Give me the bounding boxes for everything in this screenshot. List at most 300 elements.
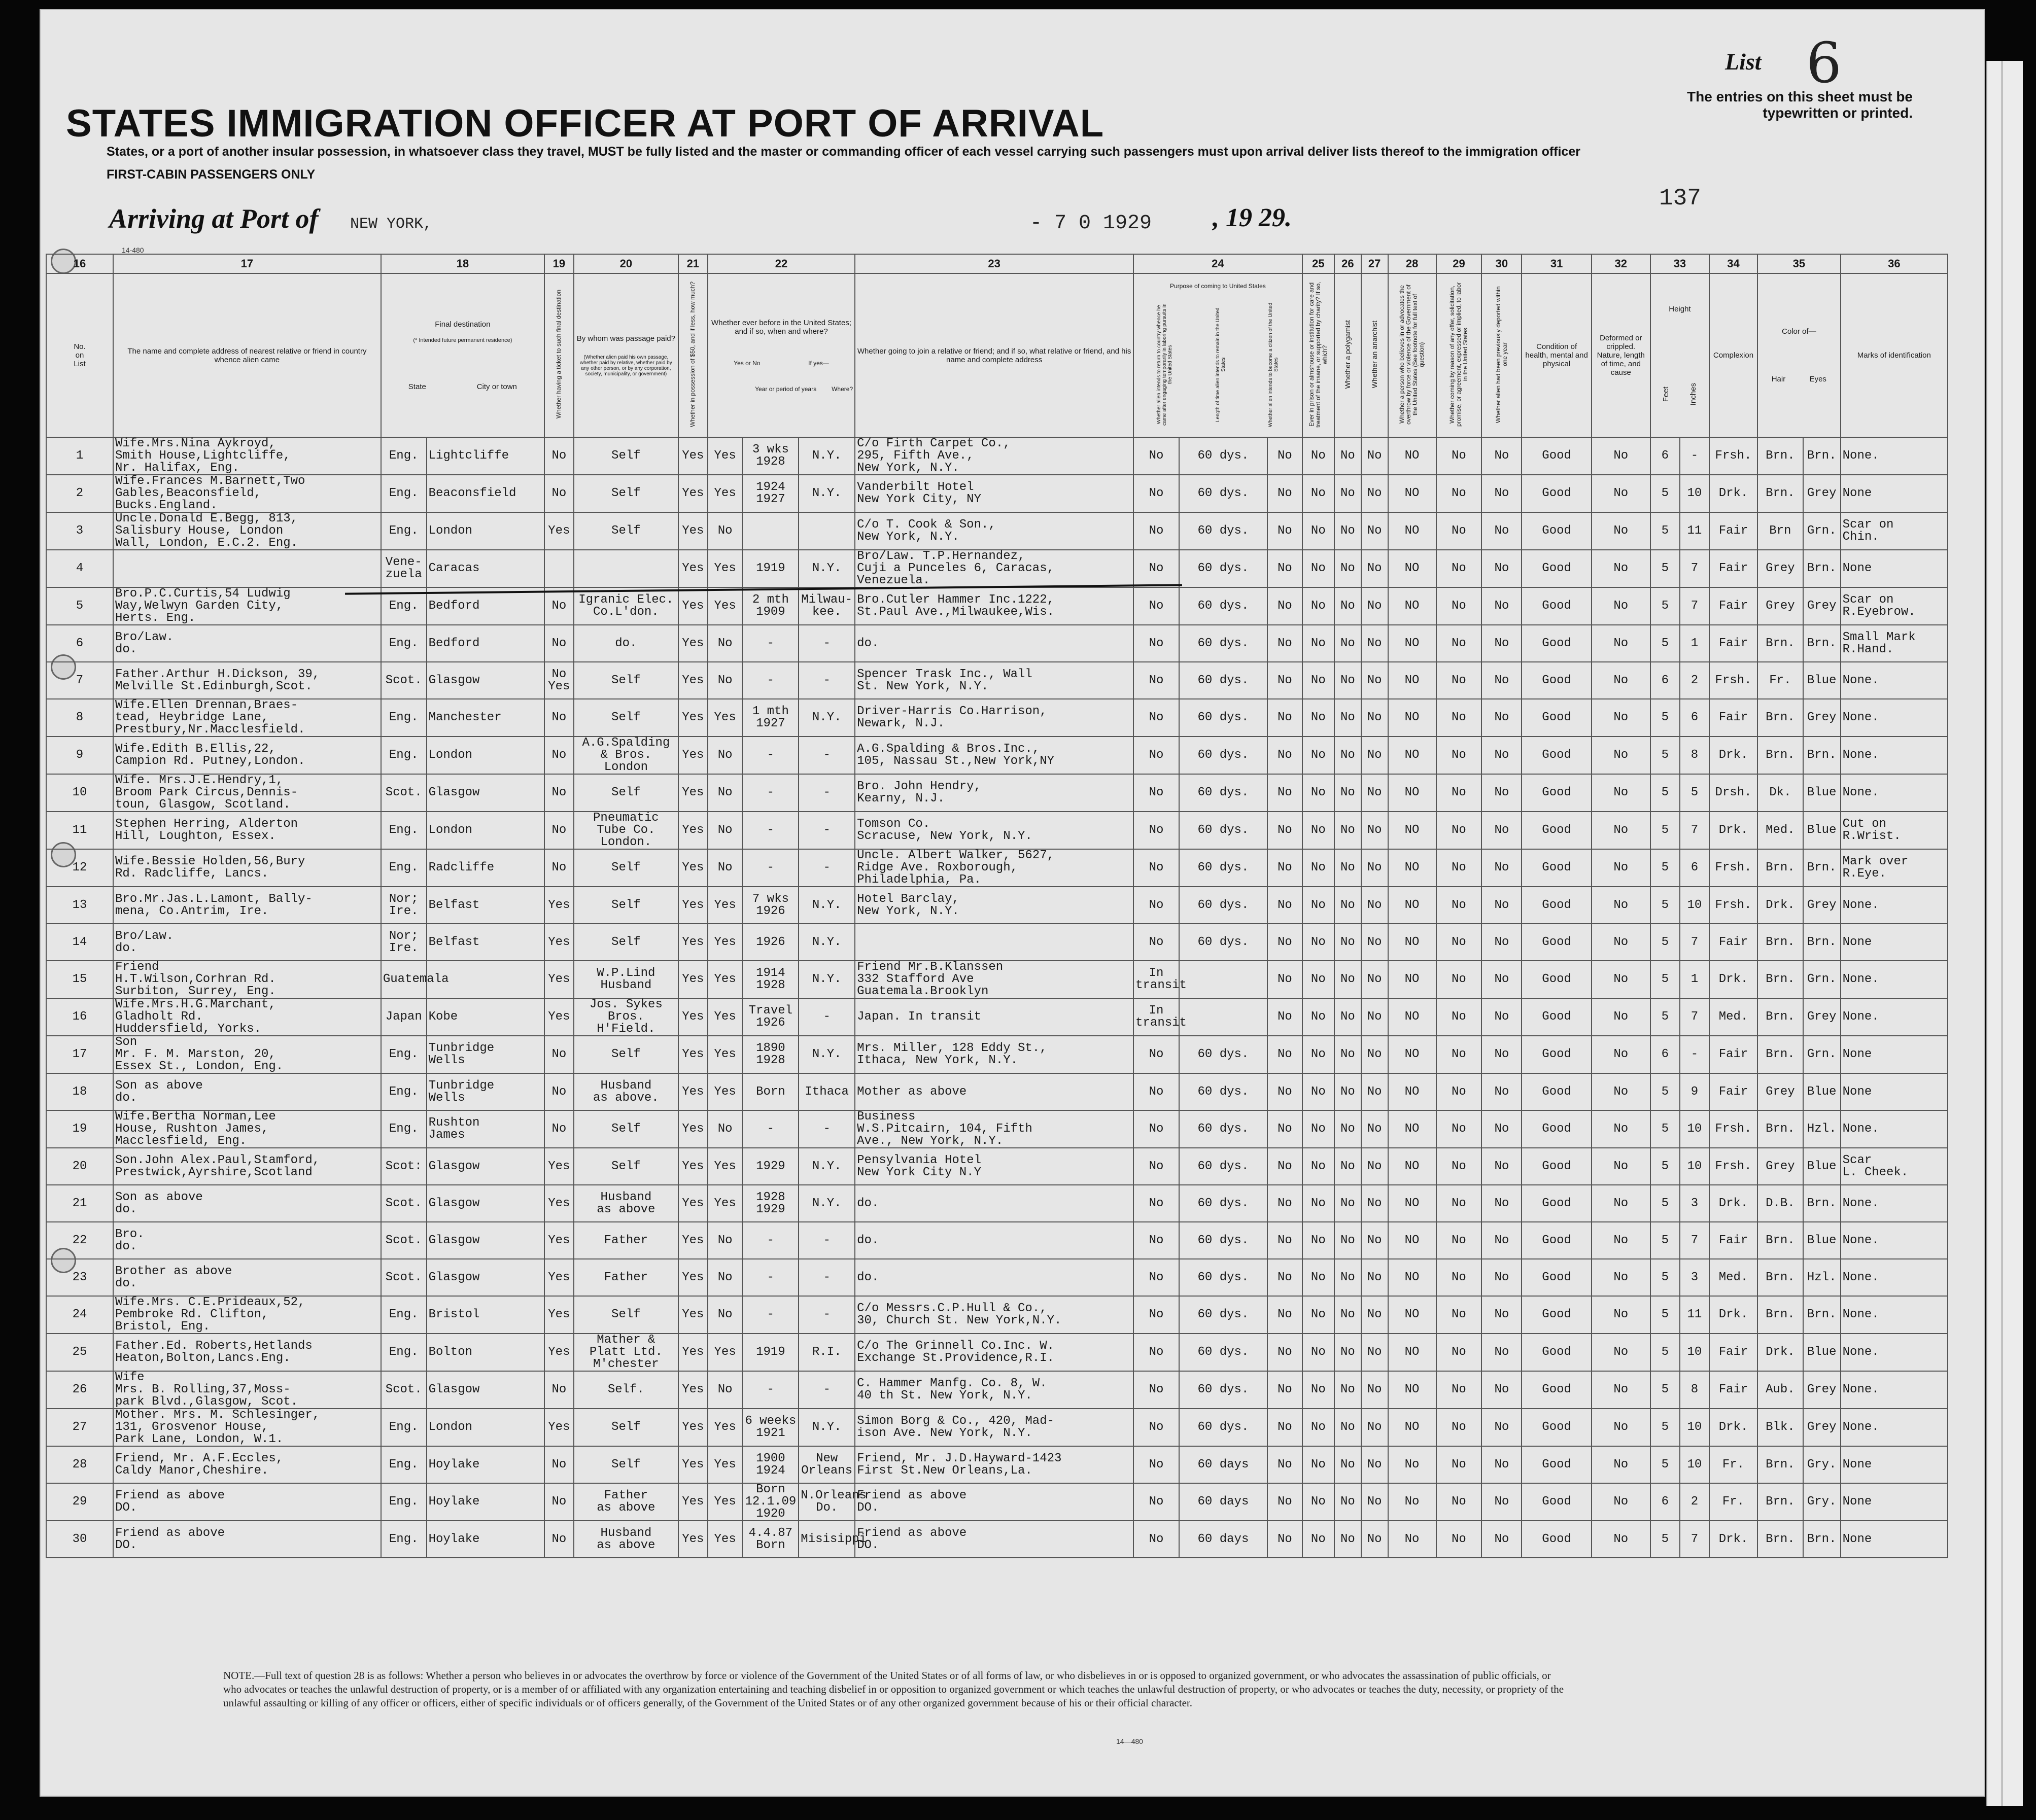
cell-deported: No: [1481, 998, 1522, 1036]
cell-before-us: Yes: [708, 475, 743, 512]
cell-state: Scot.: [381, 662, 427, 699]
cell-nearest-relative: Bro/Law. do.: [113, 924, 381, 961]
header-labor-text: Whether coming by reason of any offer, solicitation, promise, or agreement, expressed or implied, to labor in the United States: [1448, 282, 1469, 427]
cell-polygamist: No: [1334, 812, 1361, 849]
cell-inches: 10: [1680, 887, 1709, 924]
cell-fifty-dollars: Yes: [678, 737, 708, 774]
cell-city: Radcliffe: [427, 849, 544, 887]
cell-citizen-intent: No: [1267, 924, 1302, 961]
cell-feet: 5: [1650, 512, 1680, 550]
cell-citizen-intent: No: [1267, 1483, 1302, 1521]
cell-feet: 5: [1650, 812, 1680, 849]
cell-citizen-intent: No: [1267, 625, 1302, 662]
cell-where: N.Y.: [799, 437, 855, 475]
cell-prison: No: [1302, 887, 1334, 924]
cell-polygamist: No: [1334, 1409, 1361, 1446]
cell-prison: No: [1302, 550, 1334, 587]
table-row: [46, 1148, 1948, 1185]
cell-eyes: Grey: [1803, 475, 1841, 512]
cell-inches: 2: [1680, 1483, 1709, 1521]
cell-nearest-relative: Wife.Bessie Holden,56,Bury Rd. Radcliffe, Lancs.: [113, 849, 381, 887]
header-deported-text: Whether alien had been previously deported within one year: [1494, 286, 1508, 423]
cell-marks: None: [1841, 550, 1948, 587]
cell-overthrow: NO: [1388, 512, 1436, 550]
cell-years: -: [742, 774, 799, 812]
cell-passage-paid: Father: [574, 1222, 678, 1259]
cell-years: Born 12.1.09 1920: [742, 1483, 799, 1521]
cell-prison: No: [1302, 924, 1334, 961]
cell-years: 7 wks 1926: [742, 887, 799, 924]
cell-feet: 5: [1650, 1222, 1680, 1259]
cell-nearest-relative: Friend H.T.Wilson,Corhran Rd. Surbiton, Surrey, Eng.: [113, 961, 381, 998]
cell-fifty-dollars: Yes: [678, 1521, 708, 1558]
cell-polygamist: No: [1334, 1334, 1361, 1371]
table-row: [46, 1521, 1948, 1558]
cell-health: Good: [1522, 1296, 1591, 1334]
table-row: [46, 1446, 1948, 1483]
cell-health: Good: [1522, 1185, 1591, 1222]
footnote: NOTE.—Full text of question 28 is as follows: Whether a person who believes in or advocates the overthrow by force or violence of the Government of the United States or of all forms of law, or who disbelieves in or is opposed to organized government, or who advocates the assassination of public officials, or who advocates or teaches the unlawful destruction of property, or is a member of or affiliated with any organization entertaining and teaching disbelief in or opposition to organized government or which teaches the unlawful destruction of property, or who advocates or teaches the duty, necessity, or propriety of the unlawful assaulting or killing of any officer or officers, either of specific individuals or of officers generally, of the Government of the United States or of any other organized government because of his or their official character.: [223, 1669, 1564, 1709]
cell-state: Eng.: [381, 1409, 427, 1446]
cell-hair: Brn.: [1757, 1222, 1803, 1259]
cell-feet: 5: [1650, 1110, 1680, 1148]
instruction-line: States, or a port of another insular possession, in whatsoever class they travel, MUST be fully listed and the master or commanding officer of each vessel carrying such passengers must upon arrival deliver lists thereof to the immigration officer: [107, 145, 1580, 159]
cell-overthrow: NO: [1388, 774, 1436, 812]
cell-anarchist: No: [1361, 1371, 1388, 1409]
cell-years: -: [742, 1259, 799, 1296]
cell-deformed: No: [1592, 812, 1650, 849]
cell-citizen-intent: No: [1267, 1446, 1302, 1483]
cell-return-intent: No: [1133, 662, 1179, 699]
cell-feet: 6: [1650, 1483, 1680, 1521]
cell-joining: Bro/Law. T.P.Hernandez, Cuji a Punceles 6, Caracas, Venezuela.: [855, 550, 1133, 587]
cell-citizen-intent: No: [1267, 512, 1302, 550]
cell-complexion: Frsh.: [1709, 849, 1757, 887]
header-anarchist: [1361, 273, 1388, 437]
arrival-date: - 7 0 1929: [1030, 212, 1152, 235]
header-city: City or town: [476, 382, 517, 391]
cell-where: New Orleans: [799, 1446, 855, 1483]
cell-city: Caracas: [427, 550, 544, 587]
cell-marks: None.: [1841, 1222, 1948, 1259]
cell-before-us: No: [708, 737, 743, 774]
cell-labor-offer: No: [1436, 587, 1482, 625]
cell-labor-offer: No: [1436, 812, 1482, 849]
cell-labor-offer: No: [1436, 1110, 1482, 1148]
cell-inches: 10: [1680, 1334, 1709, 1371]
cell-where: R.I.: [799, 1334, 855, 1371]
cell-inches: 2: [1680, 662, 1709, 699]
cell-years: -: [742, 1110, 799, 1148]
cell-passage-paid: Self: [574, 662, 678, 699]
table-row: [46, 475, 1948, 512]
cell-nearest-relative: Mother. Mrs. M. Schlesinger, 131, Grosvenor House, Park Lane, London, W.1.: [113, 1409, 381, 1446]
cell-inches: 10: [1680, 1110, 1709, 1148]
cell-anarchist: No: [1361, 512, 1388, 550]
cell-feet: 5: [1650, 1185, 1680, 1222]
cell-length-stay: 60 days: [1179, 1483, 1267, 1521]
cell-overthrow: No: [1388, 1483, 1436, 1521]
cell-city: Bolton: [427, 1334, 544, 1371]
cell-deported: No: [1481, 1446, 1522, 1483]
cell-polygamist: No: [1334, 849, 1361, 887]
table-row: [46, 737, 1948, 774]
cell-joining: Friend as above DO.: [855, 1521, 1133, 1558]
cell-labor-offer: No: [1436, 1521, 1482, 1558]
cell-joining: do.: [855, 1185, 1133, 1222]
cell-deported: No: [1481, 437, 1522, 475]
cell-fifty-dollars: Yes: [678, 1185, 708, 1222]
cell-polygamist: No: [1334, 1483, 1361, 1521]
cell-length-stay: 60 dys.: [1179, 1036, 1267, 1073]
cell-labor-offer: No: [1436, 437, 1482, 475]
cell-fifty-dollars: Yes: [678, 699, 708, 737]
cell-years: -: [742, 849, 799, 887]
cell-overthrow: NO: [1388, 1222, 1436, 1259]
cell-marks: None.: [1841, 737, 1948, 774]
cell-overthrow: NO: [1388, 1259, 1436, 1296]
cell-ticket: Yes: [544, 512, 574, 550]
cell-feet: 5: [1650, 1259, 1680, 1296]
cell-where: -: [799, 662, 855, 699]
cell-eyes: Blue: [1803, 1148, 1841, 1185]
cell-years: 1919: [742, 550, 799, 587]
cell-city: Lightcliffe: [427, 437, 544, 475]
cell-deformed: No: [1592, 1296, 1650, 1334]
cell-overthrow: NO: [1388, 1110, 1436, 1148]
cell-citizen-intent: No: [1267, 774, 1302, 812]
cell-length-stay: 60 dys.: [1179, 625, 1267, 662]
col-number: 20: [574, 254, 678, 273]
cell-overthrow: NO: [1388, 550, 1436, 587]
cell-row-number: 5: [46, 587, 113, 625]
cell-row-number: 19: [46, 1110, 113, 1148]
cell-passage-paid: Self: [574, 924, 678, 961]
cell-fifty-dollars: Yes: [678, 998, 708, 1036]
cell-length-stay: 60 dys.: [1179, 587, 1267, 625]
cell-length-stay: 60 dys.: [1179, 1409, 1267, 1446]
cell-prison: No: [1302, 587, 1334, 625]
cell-return-intent: No: [1133, 737, 1179, 774]
cell-anarchist: No: [1361, 1148, 1388, 1185]
cell-inches: 3: [1680, 1185, 1709, 1222]
cell-hair: Brn.: [1757, 475, 1803, 512]
cell-years: [742, 512, 799, 550]
cell-where: N.Y.: [799, 887, 855, 924]
cell-length-stay: 60 dys.: [1179, 512, 1267, 550]
header-fifty-text: Whether in possession of $50, and if less, how much?: [689, 282, 697, 427]
cell-return-intent: No: [1133, 1483, 1179, 1521]
cell-polygamist: No: [1334, 887, 1361, 924]
header-height: [1650, 273, 1709, 437]
cell-complexion: Frsh.: [1709, 662, 1757, 699]
cell-row-number: 13: [46, 887, 113, 924]
header-if-yes: If yes—: [808, 359, 829, 367]
cell-hair: Brn.: [1757, 998, 1803, 1036]
cell-passage-paid: Self: [574, 1409, 678, 1446]
cell-feet: 5: [1650, 849, 1680, 887]
cell-deported: No: [1481, 1296, 1522, 1334]
cell-citizen-intent: No: [1267, 699, 1302, 737]
cell-deformed: No: [1592, 1185, 1650, 1222]
cell-labor-offer: No: [1436, 1371, 1482, 1409]
cell-marks: None: [1841, 1483, 1948, 1521]
col-number: 18: [381, 254, 544, 273]
cell-polygamist: No: [1334, 1521, 1361, 1558]
cell-state: Eng.: [381, 1110, 427, 1148]
cell-prison: No: [1302, 812, 1334, 849]
cell-ticket: No: [544, 699, 574, 737]
cell-polygamist: No: [1334, 1222, 1361, 1259]
cell-joining: Driver-Harris Co.Harrison, Newark, N.J.: [855, 699, 1133, 737]
cell-before-us: No: [708, 1371, 743, 1409]
cell-prison: No: [1302, 1371, 1334, 1409]
cell-complexion: Drk.: [1709, 1185, 1757, 1222]
cell-deported: No: [1481, 1483, 1522, 1521]
cell-overthrow: NO: [1388, 961, 1436, 998]
cell-overthrow: NO: [1388, 625, 1436, 662]
cell-feet: 5: [1650, 1409, 1680, 1446]
cell-citizen-intent: No: [1267, 1073, 1302, 1110]
table-row: [46, 887, 1948, 924]
cell-deported: No: [1481, 1110, 1522, 1148]
cell-hair: Blk.: [1757, 1409, 1803, 1446]
cell-ticket: Yes: [544, 887, 574, 924]
cabin-class-line: FIRST-CABIN PASSENGERS ONLY: [107, 167, 316, 182]
manifest-rows: [46, 437, 1948, 1558]
cell-anarchist: No: [1361, 587, 1388, 625]
cell-where: -: [799, 1371, 855, 1409]
cell-complexion: Drk.: [1709, 475, 1757, 512]
cell-complexion: Fair: [1709, 1222, 1757, 1259]
cell-state: Eng.: [381, 1521, 427, 1558]
cell-eyes: Blue: [1803, 662, 1841, 699]
cell-inches: -: [1680, 437, 1709, 475]
cell-health: Good: [1522, 1409, 1591, 1446]
cell-fifty-dollars: Yes: [678, 437, 708, 475]
cell-city: Hoylake: [427, 1446, 544, 1483]
cell-inches: 10: [1680, 475, 1709, 512]
cell-where: -: [799, 1110, 855, 1148]
cell-ticket: Yes: [544, 1259, 574, 1296]
cell-where: [799, 512, 855, 550]
cell-complexion: Fair: [1709, 625, 1757, 662]
cell-city: Bedford: [427, 625, 544, 662]
cell-joining: Friend as above DO.: [855, 1483, 1133, 1521]
cell-length-stay: 60 dys.: [1179, 1371, 1267, 1409]
cell-prison: No: [1302, 699, 1334, 737]
cell-before-us: Yes: [708, 1521, 743, 1558]
page-title: STATES IMMIGRATION OFFICER AT PORT OF ARRIVAL: [66, 102, 1105, 145]
cell-prison: No: [1302, 1110, 1334, 1148]
cell-row-number: 1: [46, 437, 113, 475]
cell-fifty-dollars: Yes: [678, 1036, 708, 1073]
cell-complexion: Med.: [1709, 998, 1757, 1036]
cell-health: Good: [1522, 699, 1591, 737]
cell-overthrow: No: [1388, 1521, 1436, 1558]
header-purpose: [1133, 273, 1302, 437]
cell-marks: None.: [1841, 662, 1948, 699]
cell-complexion: Drk.: [1709, 1521, 1757, 1558]
cell-anarchist: No: [1361, 1296, 1388, 1334]
cell-feet: 5: [1650, 1334, 1680, 1371]
cell-state: Eng.: [381, 1334, 427, 1371]
cell-deformed: No: [1592, 1446, 1650, 1483]
cell-nearest-relative: Wife Mrs. B. Rolling,37,Moss- park Blvd.,Glasgow, Scot.: [113, 1371, 381, 1409]
cell-where: Milwau- kee.: [799, 587, 855, 625]
cell-anarchist: No: [1361, 887, 1388, 924]
header-length-stay: Length of time alien intends to remain in the United States: [1215, 307, 1226, 422]
cell-nearest-relative: Wife.Edith B.Ellis,22, Campion Rd. Putney,London.: [113, 737, 381, 774]
cell-ticket: No: [544, 475, 574, 512]
col-number: 29: [1436, 254, 1482, 273]
cell-citizen-intent: No: [1267, 998, 1302, 1036]
cell-passage-paid: [574, 550, 678, 587]
table-row: [46, 1185, 1948, 1222]
cell-feet: 6: [1650, 437, 1680, 475]
cell-citizen-intent: No: [1267, 662, 1302, 699]
header-before-us: [708, 273, 855, 437]
cell-labor-offer: No: [1436, 475, 1482, 512]
cell-complexion: Fair: [1709, 550, 1757, 587]
cell-eyes: Brn.: [1803, 625, 1841, 662]
cell-nearest-relative: Bro. do.: [113, 1222, 381, 1259]
cell-before-us: No: [708, 812, 743, 849]
cell-complexion: Drk.: [1709, 961, 1757, 998]
cell-ticket: No: [544, 1110, 574, 1148]
cell-prison: No: [1302, 662, 1334, 699]
cell-citizen-intent: No: [1267, 475, 1302, 512]
cell-length-stay: 60 dys.: [1179, 812, 1267, 849]
cell-prison: No: [1302, 625, 1334, 662]
cell-ticket: Yes: [544, 1334, 574, 1371]
cell-joining: Friend Mr.B.Klanssen 332 Stafford Ave Guatemala.Brooklyn: [855, 961, 1133, 998]
cell-return-intent: No: [1133, 437, 1179, 475]
cell-inches: 1: [1680, 625, 1709, 662]
cell-ticket: No: [544, 625, 574, 662]
manifest-table-wrap: [46, 254, 1948, 1588]
cell-hair: Drk.: [1757, 887, 1803, 924]
cell-passage-paid: Self: [574, 475, 678, 512]
cell-citizen-intent: No: [1267, 961, 1302, 998]
cell-health: Good: [1522, 1483, 1591, 1521]
cell-prison: No: [1302, 849, 1334, 887]
cell-nearest-relative: Father.Ed. Roberts,Hetlands Heaton,Bolton,Lancs.Eng.: [113, 1334, 381, 1371]
cell-deformed: No: [1592, 1110, 1650, 1148]
cell-years: -: [742, 1296, 799, 1334]
cell-marks: Scar on Chin.: [1841, 512, 1948, 550]
cell-ticket: No: [544, 1036, 574, 1073]
table-row: [46, 961, 1948, 998]
header-labor-offer: [1436, 273, 1482, 437]
cell-joining: Spencer Trask Inc., Wall St. New York, N.Y.: [855, 662, 1133, 699]
cell-joining: Business W.S.Pitcairn, 104, Fifth Ave., New York, N.Y.: [855, 1110, 1133, 1148]
cell-anarchist: No: [1361, 550, 1388, 587]
cell-state: Eng.: [381, 812, 427, 849]
cell-state: Eng.: [381, 1483, 427, 1521]
cell-polygamist: No: [1334, 699, 1361, 737]
cell-labor-offer: No: [1436, 550, 1482, 587]
cell-length-stay: 60 dys.: [1179, 887, 1267, 924]
header-prison: [1302, 273, 1334, 437]
cell-anarchist: No: [1361, 1446, 1388, 1483]
cell-prison: No: [1302, 1036, 1334, 1073]
cell-ticket: No: [544, 1483, 574, 1521]
cell-return-intent: No: [1133, 1409, 1179, 1446]
cell-nearest-relative: Son as above do.: [113, 1073, 381, 1110]
cell-inches: 10: [1680, 1148, 1709, 1185]
cell-nearest-relative: Brother as above do.: [113, 1259, 381, 1296]
cell-deformed: No: [1592, 1073, 1650, 1110]
cell-labor-offer: No: [1436, 662, 1482, 699]
cell-joining: [855, 924, 1133, 961]
table-row: [46, 812, 1948, 849]
header-hair: Hair: [1771, 375, 1786, 383]
cell-joining: do.: [855, 1222, 1133, 1259]
cell-deformed: No: [1592, 1409, 1650, 1446]
cell-marks: None.: [1841, 774, 1948, 812]
cell-joining: Mother as above: [855, 1073, 1133, 1110]
cell-years: -: [742, 662, 799, 699]
cell-length-stay: 60 dys.: [1179, 774, 1267, 812]
cell-state: Scot:: [381, 1148, 427, 1185]
cell-polygamist: No: [1334, 1073, 1361, 1110]
cell-deported: No: [1481, 1259, 1522, 1296]
cell-fifty-dollars: Yes: [678, 849, 708, 887]
manifest-table: [46, 254, 1948, 1558]
cell-joining: Pensylvania Hotel New York City N.Y: [855, 1148, 1133, 1185]
cell-length-stay: 60 dys.: [1179, 1110, 1267, 1148]
cell-ticket: No: [544, 1073, 574, 1110]
cell-nearest-relative: Wife.Ellen Drennan,Braes- tead, Heybridge Lane, Prestbury,Nr.Macclesfield.: [113, 699, 381, 737]
cell-hair: Brn.: [1757, 1483, 1803, 1521]
cell-return-intent: In transit: [1133, 998, 1179, 1036]
cell-marks: None.: [1841, 1110, 1948, 1148]
cell-citizen-intent: No: [1267, 1148, 1302, 1185]
cell-deformed: No: [1592, 662, 1650, 699]
cell-deported: No: [1481, 1521, 1522, 1558]
cell-passage-paid: Self: [574, 774, 678, 812]
table-row: [46, 1296, 1948, 1334]
cell-nearest-relative: Bro/Law. do.: [113, 625, 381, 662]
cell-state: Eng.: [381, 737, 427, 774]
cell-feet: 6: [1650, 662, 1680, 699]
cell-row-number: 8: [46, 699, 113, 737]
cell-before-us: Yes: [708, 1446, 743, 1483]
cell-prison: No: [1302, 1409, 1334, 1446]
cell-deported: No: [1481, 587, 1522, 625]
col-number: 28: [1388, 254, 1436, 273]
cell-polygamist: No: [1334, 924, 1361, 961]
cell-labor-offer: No: [1436, 998, 1482, 1036]
cell-overthrow: NO: [1388, 924, 1436, 961]
cell-deformed: No: [1592, 1521, 1650, 1558]
cell-return-intent: No: [1133, 1296, 1179, 1334]
cell-complexion: Drk.: [1709, 737, 1757, 774]
cell-anarchist: No: [1361, 1073, 1388, 1110]
cell-years: -: [742, 812, 799, 849]
cell-marks: Small Mark R.Hand.: [1841, 625, 1948, 662]
col-number: 25: [1302, 254, 1334, 273]
cell-anarchist: No: [1361, 737, 1388, 774]
cell-fifty-dollars: Yes: [678, 1259, 708, 1296]
cell-city: Glasgow: [427, 774, 544, 812]
cell-inches: 10: [1680, 1446, 1709, 1483]
cell-health: Good: [1522, 512, 1591, 550]
cell-length-stay: [1179, 998, 1267, 1036]
cell-row-number: 17: [46, 1036, 113, 1073]
cell-citizen-intent: No: [1267, 1334, 1302, 1371]
